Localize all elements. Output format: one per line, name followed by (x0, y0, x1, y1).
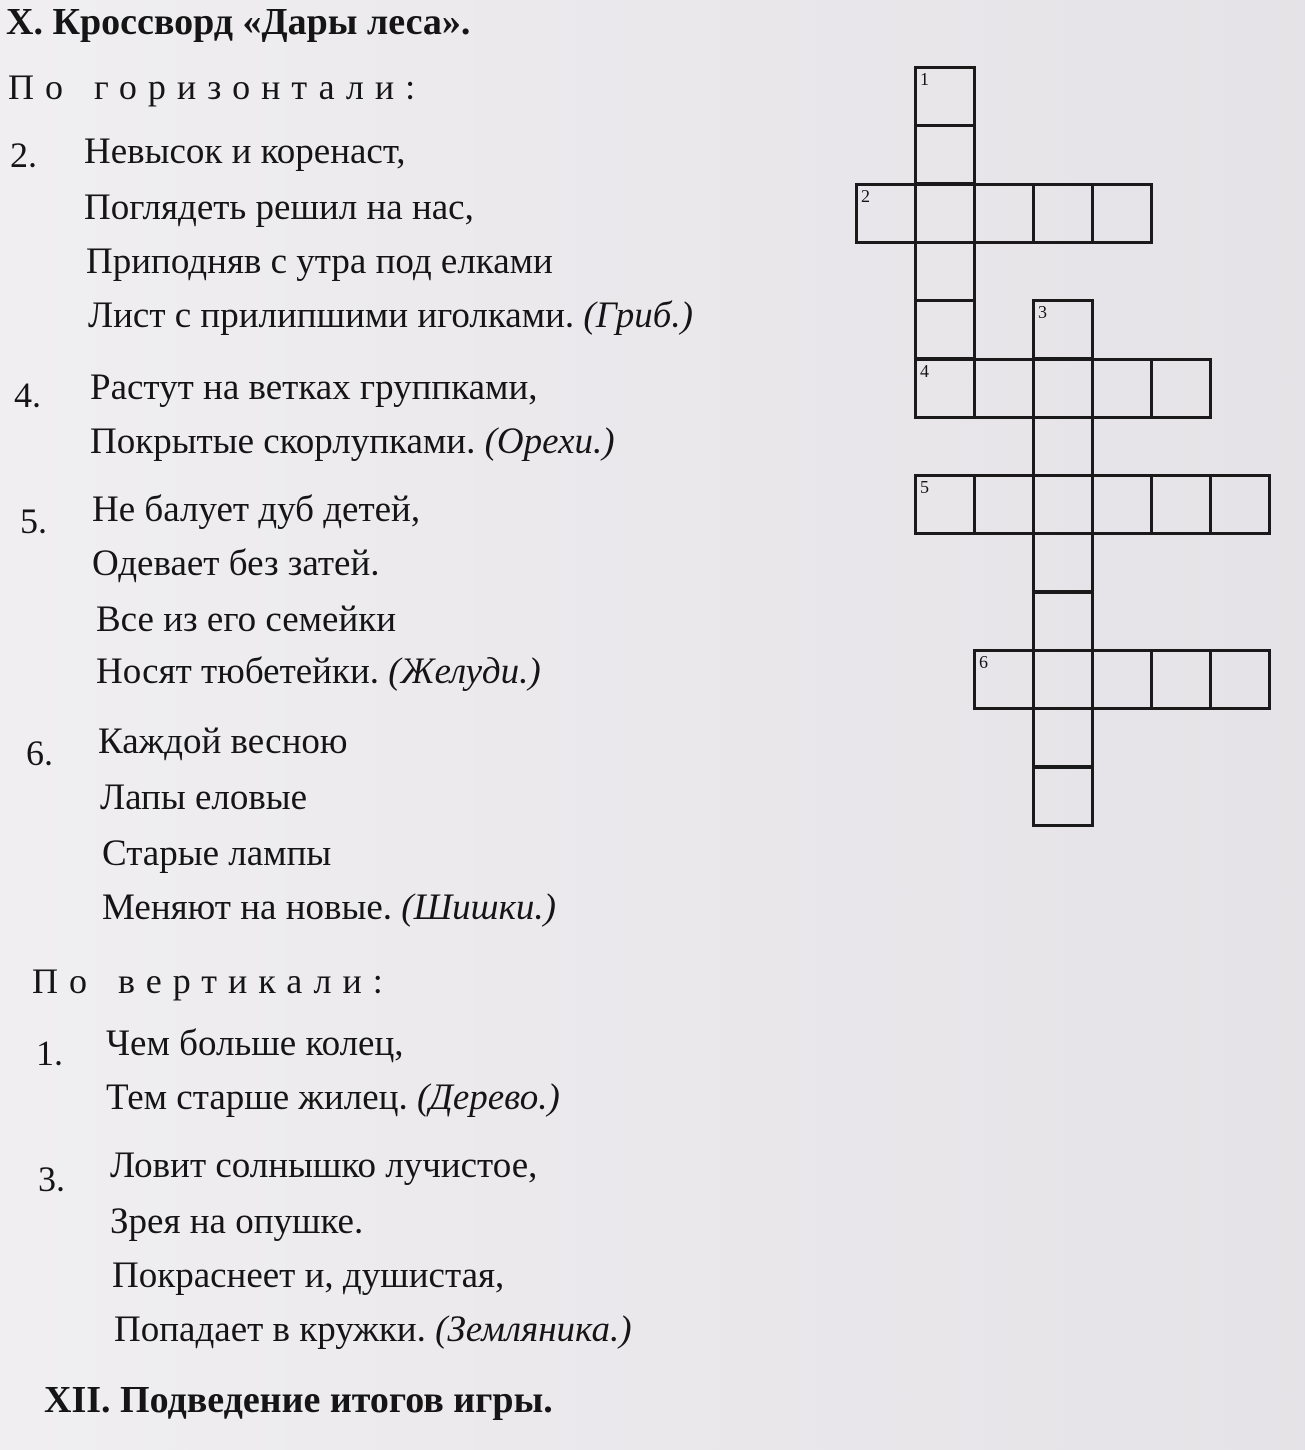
crossword-cell[interactable] (914, 183, 976, 244)
crossword-cell[interactable] (1032, 532, 1094, 593)
clue-line: Растут на ветках группками, (90, 367, 538, 408)
clue-line: Чем больше колец, (106, 1023, 404, 1064)
clue-number: 1. (36, 1033, 63, 1073)
crossword-cell[interactable] (1032, 474, 1094, 535)
clue-line: Приподняв с утра под елками (86, 241, 553, 282)
crossword-cell[interactable] (914, 241, 976, 302)
clue-line: Покрытые скорлупками. (90, 421, 476, 462)
clue-line: Зрея на опушке. (110, 1201, 364, 1242)
footer-heading: XII. Подведение итогов игры. (44, 1379, 553, 1421)
crossword-cell[interactable] (973, 474, 1035, 535)
crossword-cell[interactable] (914, 474, 976, 535)
crossword-cell-number: 4 (920, 361, 929, 381)
clue-last-line (88, 294, 693, 337)
crossword-cell[interactable] (1032, 183, 1094, 244)
clue-last-line (114, 1308, 632, 1351)
crossword-cell[interactable] (1150, 358, 1212, 419)
clue-line: Меняют на новые. (102, 887, 393, 928)
clue-line: Носят тюбетейки. (96, 651, 379, 692)
vertical-heading: По вертикали: (32, 961, 394, 1001)
crossword-cell[interactable] (1091, 358, 1153, 419)
clue-answer: (Желуди.) (388, 651, 541, 692)
crossword-cell[interactable] (1150, 474, 1212, 535)
clue-line: Старые лампы (102, 833, 332, 874)
crossword-cell[interactable] (1150, 649, 1212, 710)
clue-line: Тем старше жилец. (106, 1077, 408, 1118)
clue-answer: (Шишки.) (401, 887, 556, 928)
crossword-cell[interactable] (1032, 707, 1094, 768)
clue-number: 5. (20, 501, 47, 541)
crossword-cell[interactable] (1032, 416, 1094, 477)
crossword-cell[interactable] (855, 183, 917, 244)
clue-line: Одевает без затей. (92, 543, 380, 584)
crossword-cell[interactable] (914, 358, 976, 419)
clue-line: Все из его семейки (96, 599, 397, 640)
crossword-cell[interactable] (914, 299, 976, 360)
crossword-cell[interactable] (973, 358, 1035, 419)
clue-number: 2. (10, 135, 37, 175)
crossword-cell[interactable] (1091, 474, 1153, 535)
clue-line: Ловит солнышко лучистое, (110, 1145, 538, 1186)
crossword-cell-number: 3 (1038, 302, 1047, 322)
crossword-cell-number: 2 (861, 186, 870, 206)
crossword-cell[interactable] (914, 124, 976, 185)
clue-number: 3. (38, 1159, 65, 1199)
clue-answer: (Дерево.) (416, 1077, 560, 1118)
crossword-cell[interactable] (1032, 591, 1094, 652)
crossword-cell[interactable] (1032, 358, 1094, 419)
crossword-cell[interactable] (1032, 649, 1094, 710)
crossword-cell[interactable] (1091, 183, 1153, 244)
clue-number: 4. (14, 375, 41, 415)
clue-number: 6. (26, 733, 53, 773)
clue-line: Покраснеет и, душистая, (112, 1255, 505, 1296)
clue-answer: (Орехи.) (484, 421, 615, 462)
clue-line: Лист с прилипшими иголками. (88, 295, 575, 336)
crossword-cell[interactable] (973, 649, 1035, 710)
clue-last-line (96, 650, 541, 693)
clue-answer: (Гриб.) (583, 295, 693, 336)
crossword-cell[interactable] (1091, 649, 1153, 710)
crossword-cell-number: 5 (920, 477, 929, 497)
clue-line: Не балует дуб детей, (92, 489, 421, 530)
clue-last-line (90, 420, 615, 463)
horizontal-heading: По горизонтали: (8, 67, 427, 107)
crossword-cell[interactable] (1032, 766, 1094, 827)
crossword-cell[interactable] (1209, 649, 1271, 710)
crossword-cell-number: 6 (979, 652, 988, 672)
clue-last-line (106, 1076, 560, 1119)
clue-last-line (102, 886, 556, 929)
crossword-cell[interactable] (973, 183, 1035, 244)
clue-line: Каждой весною (98, 721, 348, 762)
clue-line: Поглядеть решил на нас, (84, 187, 474, 228)
clue-line: Попадает в кружки. (114, 1309, 426, 1350)
crossword-cell-number: 1 (920, 69, 929, 89)
section-title: X. Кроссворд «Дары леса». (6, 1, 471, 43)
crossword-cell[interactable] (1032, 299, 1094, 360)
clue-answer: (Земляника.) (435, 1309, 632, 1350)
clue-line: Невысок и коренаст, (84, 131, 406, 172)
crossword-cell[interactable] (1209, 474, 1271, 535)
clue-line: Лапы еловые (100, 777, 308, 818)
crossword-cell[interactable] (914, 66, 976, 127)
